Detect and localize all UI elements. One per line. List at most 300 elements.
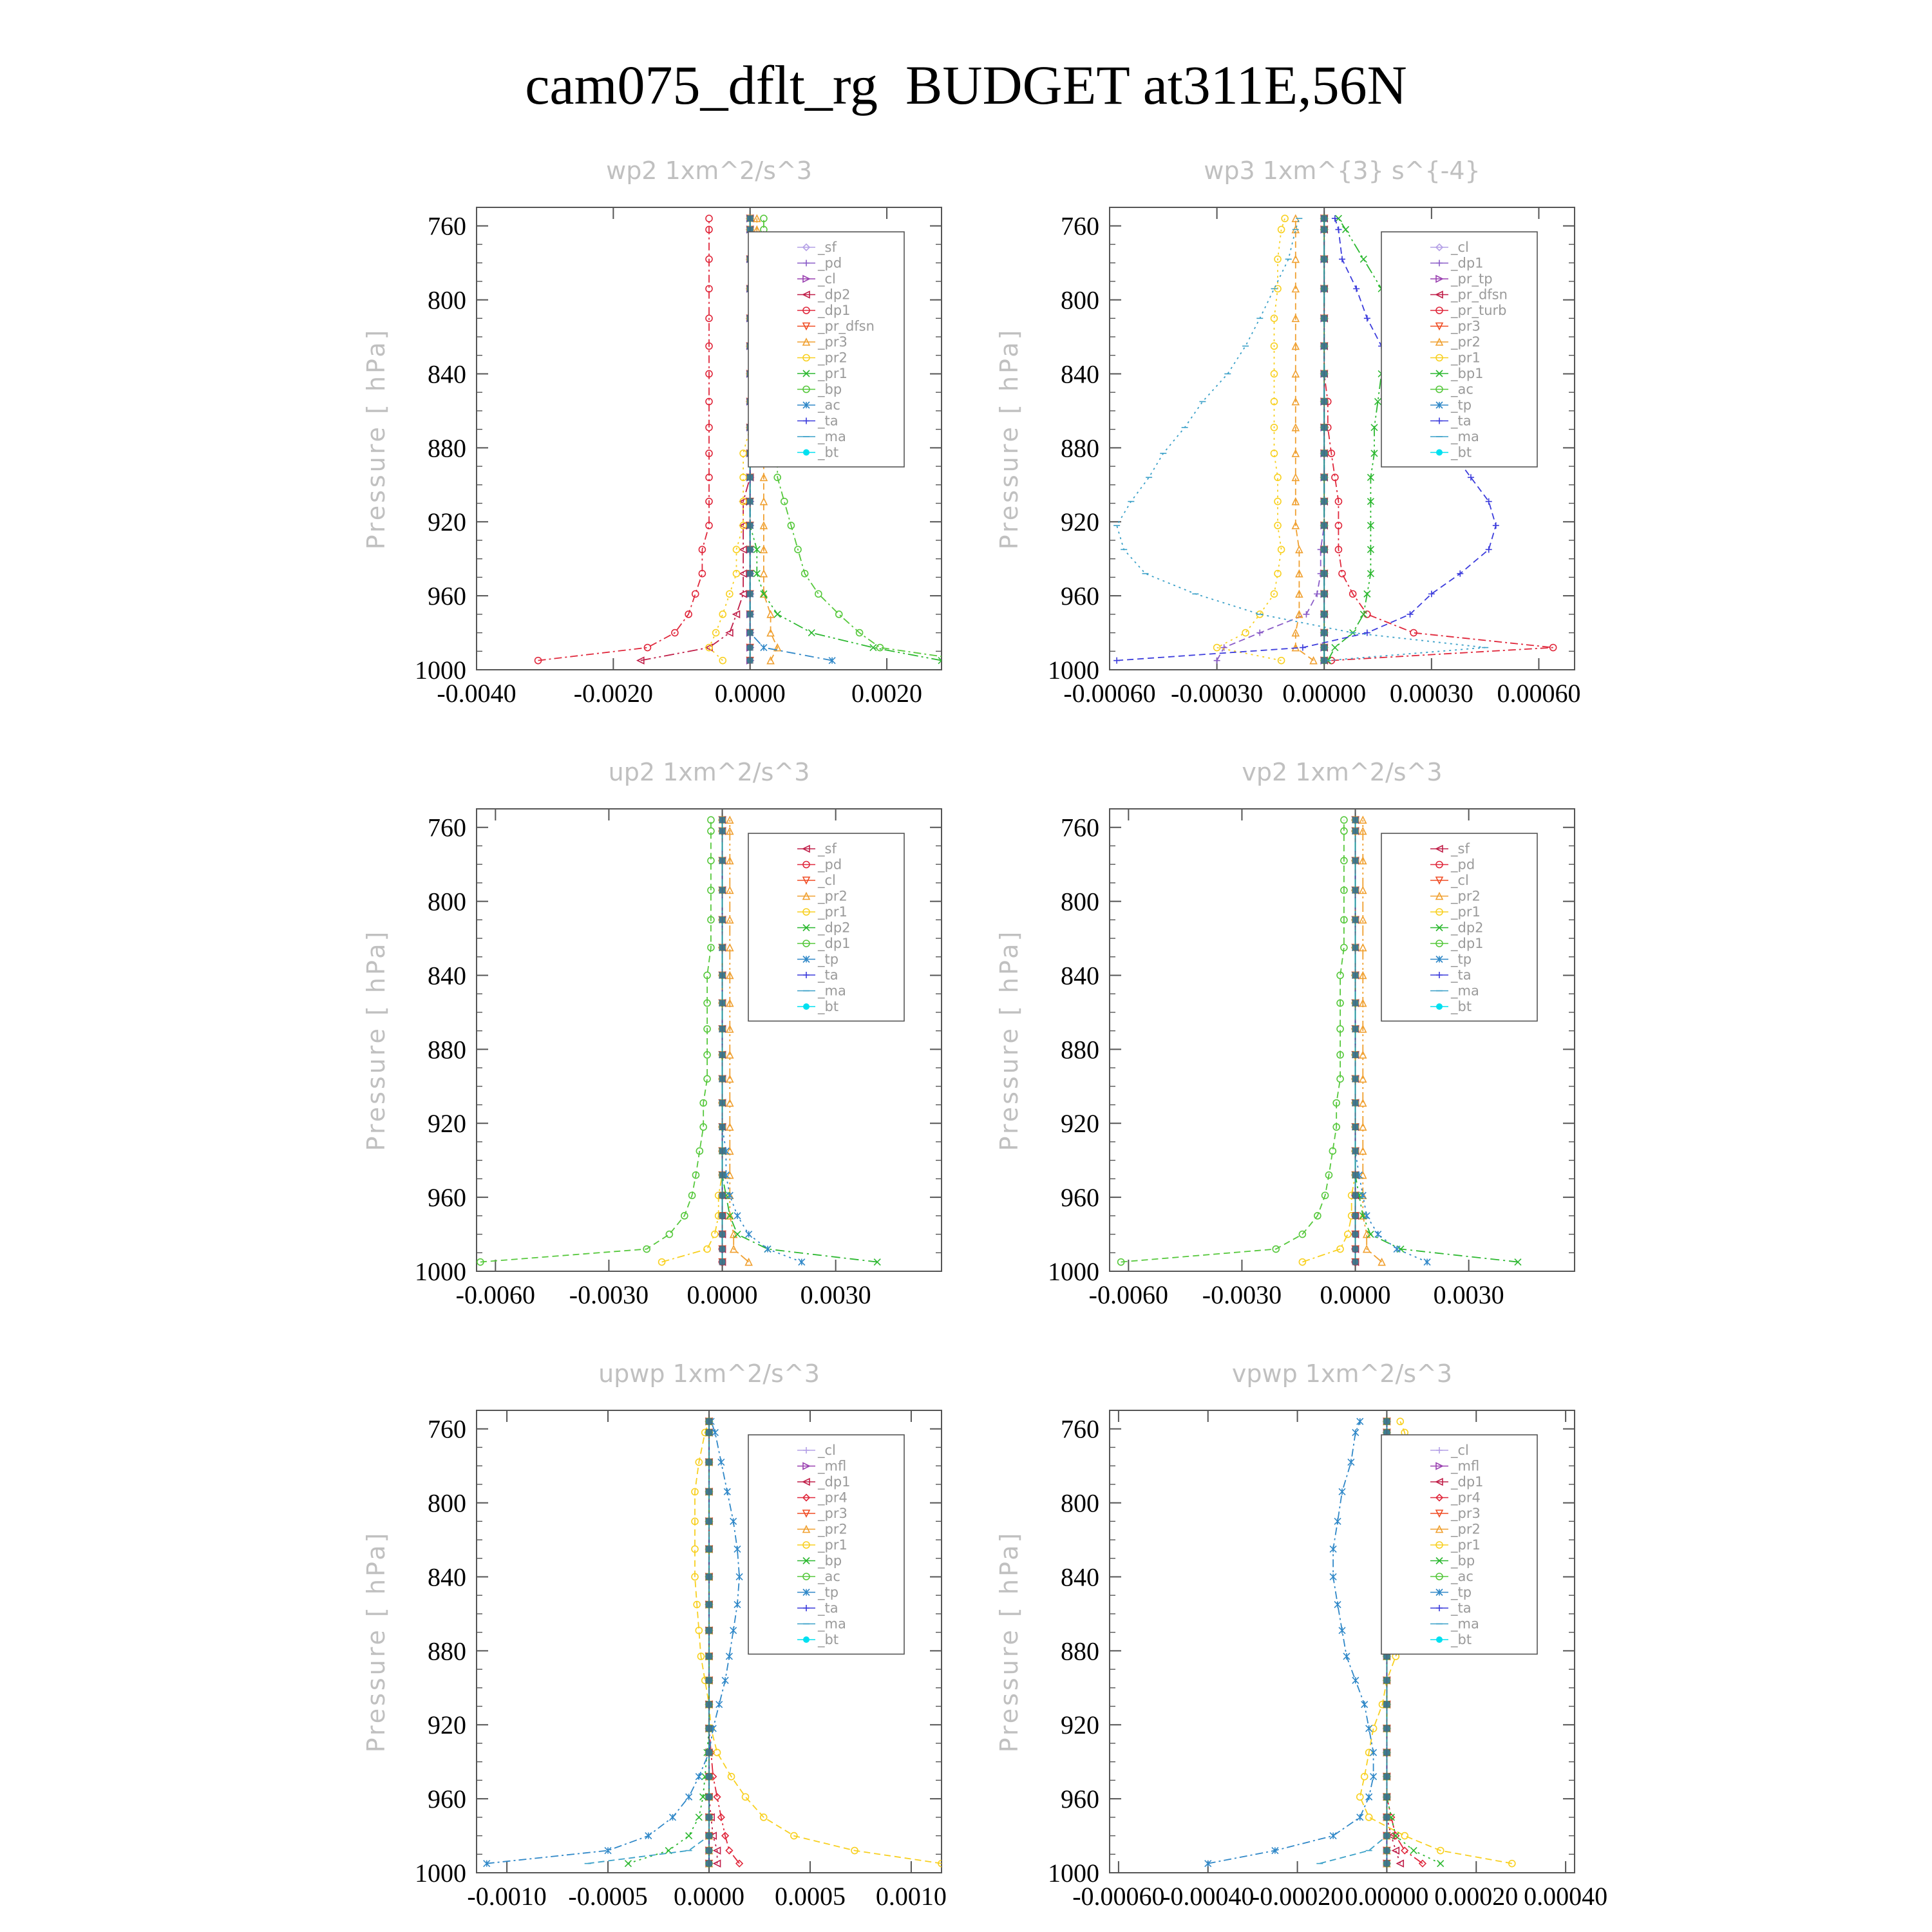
overlap-marker bbox=[1352, 1246, 1359, 1253]
overlap-marker bbox=[719, 1052, 726, 1058]
panel-title: wp2 1xm^2/s^3 bbox=[606, 156, 812, 185]
overlap-marker bbox=[1321, 522, 1327, 529]
series-point bbox=[1332, 215, 1338, 222]
legend-label: _ma bbox=[1451, 1616, 1479, 1632]
y-tick-label: 920 bbox=[1061, 1109, 1099, 1139]
overlap-marker bbox=[1321, 546, 1327, 553]
y-tick-label: 760 bbox=[428, 813, 466, 842]
y-tick-label: 960 bbox=[428, 582, 466, 611]
series-point bbox=[799, 1259, 805, 1265]
y-tick-label: 800 bbox=[428, 1488, 466, 1518]
series-point bbox=[1345, 1231, 1351, 1238]
legend-label: _pr3 bbox=[1451, 1506, 1481, 1521]
overlap-marker bbox=[719, 1124, 726, 1130]
series-point bbox=[734, 1213, 741, 1219]
overlap-marker bbox=[706, 1653, 712, 1660]
overlap-marker bbox=[706, 1627, 712, 1634]
overlap-marker bbox=[1321, 285, 1327, 292]
series-point bbox=[726, 1075, 733, 1082]
series-point bbox=[696, 1774, 702, 1780]
series-point bbox=[1330, 1573, 1336, 1580]
legend-label: _bp1 bbox=[1451, 366, 1484, 381]
series-point bbox=[1339, 256, 1345, 262]
series-point bbox=[704, 1246, 710, 1253]
legend-label: _pr4 bbox=[818, 1490, 848, 1506]
y-tick-label: 760 bbox=[1061, 813, 1099, 842]
overlap-marker bbox=[747, 591, 753, 597]
overlap-marker bbox=[747, 522, 753, 529]
x-tick-label: 0.0000 bbox=[1320, 1280, 1391, 1309]
y-axis-label: Pressure [ hPa] bbox=[995, 1530, 1023, 1753]
y-tick-label: 760 bbox=[1061, 1414, 1099, 1444]
legend-label: _pr3 bbox=[818, 334, 848, 350]
overlap-marker bbox=[719, 1246, 726, 1253]
series-point bbox=[730, 1518, 737, 1524]
overlap-marker bbox=[1321, 498, 1327, 505]
series-point bbox=[669, 1814, 676, 1821]
legend-label: _pr1 bbox=[1451, 350, 1481, 366]
x-tick-label: -0.00030 bbox=[1170, 679, 1264, 708]
y-tick-label: 800 bbox=[1061, 1488, 1099, 1518]
x-tick-label: 0.00020 bbox=[1434, 1882, 1519, 1911]
overlap-marker bbox=[719, 1075, 726, 1082]
overlap-marker bbox=[706, 1418, 712, 1425]
overlap-marker bbox=[706, 1488, 712, 1495]
overlap-marker bbox=[1352, 1259, 1359, 1265]
legend-label: _pr1 bbox=[818, 366, 848, 381]
legend-label: _dp2 bbox=[818, 287, 851, 303]
overlap-marker bbox=[706, 1573, 712, 1580]
series-point bbox=[1359, 1148, 1366, 1154]
y-tick-label: 840 bbox=[428, 1562, 466, 1592]
series-point bbox=[1370, 1749, 1377, 1756]
legend-label: _sf bbox=[1451, 841, 1470, 857]
x-tick-label: -0.0040 bbox=[437, 679, 516, 708]
legend-label: _pd bbox=[818, 255, 842, 271]
overlap-marker bbox=[1352, 944, 1359, 951]
y-tick-label: 960 bbox=[1061, 582, 1099, 611]
legend-label: _pr_dfsn bbox=[818, 318, 875, 334]
overlap-marker bbox=[1383, 1848, 1390, 1854]
x-tick-label: -0.0005 bbox=[568, 1882, 648, 1911]
y-tick-label: 1000 bbox=[415, 1859, 466, 1888]
legend-label: _cl bbox=[1451, 873, 1469, 888]
series-point bbox=[686, 1794, 692, 1800]
legend-label: _pr2 bbox=[818, 350, 848, 366]
legend-label: _cl bbox=[818, 1443, 836, 1458]
legend-label: _bt bbox=[818, 999, 839, 1014]
overlap-marker bbox=[706, 1848, 712, 1854]
panel-title: vp2 1xm^2/s^3 bbox=[1242, 758, 1443, 786]
legend-marker bbox=[1436, 450, 1443, 456]
series-line bbox=[641, 218, 750, 660]
overlap-marker bbox=[1321, 658, 1327, 664]
series-point bbox=[1343, 226, 1349, 232]
series-point bbox=[1343, 1653, 1350, 1660]
overlap-marker bbox=[1321, 256, 1327, 262]
y-tick-label: 920 bbox=[1061, 1710, 1099, 1740]
legend-label: _dp2 bbox=[818, 920, 851, 936]
series-point bbox=[736, 1573, 743, 1580]
series-point bbox=[1375, 1231, 1381, 1238]
legend-label: _pd bbox=[818, 857, 842, 873]
legend-label: _bt bbox=[818, 444, 839, 460]
series-point bbox=[781, 498, 788, 505]
overlap-marker bbox=[1352, 1172, 1359, 1179]
overlap-marker bbox=[1321, 474, 1327, 480]
legend-label: _bt bbox=[1451, 1632, 1472, 1647]
legend-label: _pr1 bbox=[818, 904, 848, 920]
series-line bbox=[1296, 218, 1314, 660]
x-tick-label: 0.0000 bbox=[714, 679, 786, 708]
overlap-marker bbox=[706, 1774, 712, 1780]
y-tick-label: 800 bbox=[428, 285, 466, 315]
series-point bbox=[1357, 1418, 1363, 1425]
series-point bbox=[1330, 1546, 1336, 1552]
legend bbox=[1381, 232, 1537, 467]
chart-panel-5 bbox=[362, 1359, 947, 1911]
legend-label: _ma bbox=[818, 429, 846, 444]
y-axis-label: Pressure [ hPa] bbox=[362, 327, 390, 550]
overlap-marker bbox=[1383, 1794, 1390, 1800]
series-point bbox=[1330, 1833, 1336, 1839]
panel-title: vpwp 1xm^2/s^3 bbox=[1231, 1359, 1453, 1388]
series-point bbox=[719, 658, 726, 664]
series-point bbox=[1493, 522, 1499, 529]
overlap-marker bbox=[1321, 399, 1327, 405]
x-tick-label: 0.00000 bbox=[1345, 1882, 1429, 1911]
legend-label: _pr1 bbox=[1451, 1537, 1481, 1553]
series-point bbox=[696, 1814, 702, 1821]
overlap-marker bbox=[1352, 916, 1359, 923]
series-point bbox=[1303, 611, 1309, 618]
legend-marker bbox=[1436, 1003, 1443, 1010]
y-axis-label: Pressure [ hPa] bbox=[362, 929, 390, 1151]
overlap-marker bbox=[1321, 370, 1327, 377]
series-point bbox=[692, 591, 699, 597]
overlap-marker bbox=[1352, 1192, 1359, 1198]
legend-marker bbox=[803, 450, 810, 456]
legend-label: _pr2 bbox=[818, 1521, 848, 1537]
series-point bbox=[1314, 591, 1320, 597]
x-tick-label: -0.00040 bbox=[1162, 1882, 1255, 1911]
y-tick-label: 1000 bbox=[1048, 1257, 1099, 1286]
chart-panel-2 bbox=[995, 156, 1580, 708]
series-line bbox=[1363, 820, 1381, 1262]
overlap-marker bbox=[706, 1749, 712, 1756]
y-tick-label: 760 bbox=[1061, 211, 1099, 241]
legend-marker bbox=[803, 1636, 810, 1643]
series-point bbox=[1337, 1246, 1343, 1253]
overlap-marker bbox=[719, 1259, 726, 1265]
y-tick-label: 880 bbox=[1061, 1035, 1099, 1065]
series-line bbox=[1217, 218, 1285, 660]
series-point bbox=[761, 645, 767, 651]
series-point bbox=[1364, 611, 1370, 618]
overlap-marker bbox=[747, 215, 753, 222]
chart-panel-3 bbox=[362, 758, 942, 1309]
legend-label: _pr2 bbox=[1451, 334, 1481, 350]
y-tick-label: 1000 bbox=[1048, 1859, 1099, 1888]
series-point bbox=[1424, 1259, 1430, 1265]
overlap-marker bbox=[1321, 215, 1327, 222]
overlap-marker bbox=[747, 611, 753, 618]
legend-label: _cl bbox=[1451, 240, 1469, 255]
overlap-marker bbox=[1321, 645, 1327, 651]
series-point bbox=[746, 1231, 752, 1238]
y-tick-label: 960 bbox=[1061, 1785, 1099, 1814]
legend-label: _ac bbox=[818, 1569, 840, 1584]
series-point bbox=[726, 1124, 733, 1130]
series-point bbox=[1401, 1833, 1408, 1839]
legend-label: _pr_turb bbox=[1451, 303, 1507, 318]
overlap-marker bbox=[719, 857, 726, 864]
overlap-marker bbox=[706, 1429, 712, 1435]
series-point bbox=[1357, 1814, 1363, 1821]
legend bbox=[748, 232, 904, 467]
legend bbox=[1381, 1435, 1537, 1654]
series-point bbox=[1410, 1848, 1417, 1854]
overlap-marker bbox=[1383, 1677, 1390, 1683]
y-tick-label: 920 bbox=[1061, 507, 1099, 537]
series-point bbox=[1360, 256, 1367, 262]
legend-label: _ma bbox=[818, 983, 846, 999]
legend-label: _dp1 bbox=[818, 1474, 851, 1490]
overlap-marker bbox=[1383, 1774, 1390, 1780]
legend-label: _mfl bbox=[818, 1458, 847, 1474]
y-tick-label: 840 bbox=[1061, 359, 1099, 389]
series-point bbox=[1392, 1848, 1399, 1854]
series-line bbox=[1320, 1421, 1387, 1863]
overlap-marker bbox=[747, 658, 753, 664]
overlap-marker bbox=[719, 1231, 726, 1238]
series-point bbox=[726, 1848, 732, 1854]
overlap-marker bbox=[747, 498, 753, 505]
series-point bbox=[774, 611, 781, 618]
y-tick-label: 960 bbox=[1061, 1183, 1099, 1213]
legend-label: _pr4 bbox=[1451, 1490, 1481, 1506]
overlap-marker bbox=[1352, 1213, 1359, 1219]
overlap-marker bbox=[747, 645, 753, 651]
series-point bbox=[836, 611, 842, 618]
overlap-marker bbox=[1383, 1861, 1390, 1867]
overlap-marker bbox=[747, 546, 753, 553]
overlap-marker bbox=[719, 1213, 726, 1219]
series-point bbox=[726, 1052, 733, 1058]
overlap-marker bbox=[719, 1026, 726, 1032]
legend-label: _cl bbox=[1451, 1443, 1469, 1458]
series-point bbox=[740, 571, 746, 577]
y-tick-label: 1000 bbox=[415, 1257, 466, 1286]
y-tick-label: 840 bbox=[428, 359, 466, 389]
page-title: cam075_dflt_rg BUDGET at311E,56N bbox=[525, 54, 1407, 116]
legend-label: _tp bbox=[1451, 951, 1472, 967]
series-point bbox=[726, 1653, 732, 1660]
overlap-marker bbox=[1352, 887, 1359, 893]
overlap-marker bbox=[706, 1518, 712, 1524]
legend-label: _tp bbox=[1451, 1584, 1472, 1600]
series-point bbox=[714, 1861, 721, 1867]
x-tick-label: -0.0060 bbox=[455, 1280, 536, 1309]
legend-label: _dp2 bbox=[1451, 920, 1484, 936]
legend-label: _cl bbox=[818, 873, 836, 888]
overlap-marker bbox=[719, 1000, 726, 1007]
overlap-marker bbox=[747, 630, 753, 636]
x-tick-label: 0.0010 bbox=[875, 1882, 947, 1911]
x-tick-label: -0.00060 bbox=[1063, 679, 1156, 708]
series-point bbox=[1339, 1488, 1345, 1495]
legend-label: _ta bbox=[818, 967, 838, 983]
overlap-marker bbox=[719, 817, 726, 823]
series-point bbox=[740, 450, 746, 457]
legend-label: _tp bbox=[818, 951, 839, 967]
legend-label: _ac bbox=[1451, 1569, 1473, 1584]
legend-label: _pr_dfsn bbox=[1451, 287, 1508, 303]
series-line bbox=[538, 218, 709, 660]
legend-label: _ma bbox=[1451, 983, 1479, 999]
x-tick-label: 0.0000 bbox=[687, 1280, 758, 1309]
y-tick-label: 1000 bbox=[415, 656, 466, 685]
series-point bbox=[724, 1488, 730, 1495]
x-tick-label: 0.00040 bbox=[1524, 1882, 1608, 1911]
y-tick-label: 760 bbox=[428, 211, 466, 241]
series-point bbox=[1334, 1518, 1341, 1524]
overlap-marker bbox=[706, 1546, 712, 1552]
series-point bbox=[1214, 658, 1220, 664]
y-tick-label: 760 bbox=[428, 1414, 466, 1444]
series-point bbox=[625, 1861, 631, 1867]
series-point bbox=[719, 611, 726, 618]
overlap-marker bbox=[719, 1192, 726, 1198]
series-point bbox=[666, 1231, 672, 1238]
legend-label: _dp1 bbox=[1451, 255, 1484, 271]
overlap-marker bbox=[1352, 1100, 1359, 1106]
y-tick-label: 920 bbox=[428, 507, 466, 537]
series-point bbox=[1486, 546, 1492, 553]
overlap-marker bbox=[1352, 1052, 1359, 1058]
legend-label: _pr1 bbox=[1451, 904, 1481, 920]
overlap-marker bbox=[1352, 1026, 1359, 1032]
overlap-marker bbox=[719, 828, 726, 834]
x-tick-label: 0.00000 bbox=[1282, 679, 1367, 708]
overlap-marker bbox=[706, 1814, 712, 1821]
legend-label: _bp bbox=[818, 381, 842, 397]
x-tick-label: 0.00060 bbox=[1497, 679, 1581, 708]
series-point bbox=[1352, 1429, 1359, 1435]
series-point bbox=[1271, 315, 1277, 321]
series-point bbox=[1364, 630, 1370, 636]
y-axis-label: Pressure [ hPa] bbox=[995, 327, 1023, 550]
legend-label: _dp1 bbox=[818, 303, 851, 318]
series-point bbox=[1437, 1861, 1444, 1867]
series-point bbox=[1366, 1794, 1372, 1800]
series-point bbox=[1366, 1725, 1372, 1732]
y-tick-label: 800 bbox=[1061, 887, 1099, 916]
y-tick-label: 840 bbox=[428, 961, 466, 990]
legend-label: _bt bbox=[1451, 999, 1472, 1014]
series-point bbox=[1299, 1259, 1305, 1265]
y-tick-label: 840 bbox=[1061, 1562, 1099, 1592]
overlap-marker bbox=[706, 1794, 712, 1800]
series-point bbox=[1394, 1246, 1400, 1253]
x-tick-label: 0.00030 bbox=[1389, 679, 1473, 708]
legend-label: _ta bbox=[818, 1600, 838, 1616]
overlap-marker bbox=[1352, 1124, 1359, 1130]
overlap-marker bbox=[1321, 315, 1327, 321]
legend-label: _tp bbox=[1451, 397, 1472, 413]
overlap-marker bbox=[1321, 450, 1327, 457]
legend-label: _dp1 bbox=[1451, 936, 1484, 951]
chart-panel-1 bbox=[362, 156, 972, 708]
series-point bbox=[1242, 630, 1249, 636]
legend-label: _cl bbox=[818, 271, 836, 287]
series-point bbox=[1353, 285, 1359, 292]
series-point bbox=[1364, 315, 1370, 321]
y-tick-label: 880 bbox=[428, 1035, 466, 1065]
series-point bbox=[768, 658, 774, 664]
overlap-marker bbox=[1321, 630, 1327, 636]
panel-title: upwp 1xm^2/s^3 bbox=[598, 1359, 820, 1388]
y-tick-label: 920 bbox=[428, 1109, 466, 1139]
legend bbox=[1381, 833, 1537, 1021]
series-point bbox=[1335, 226, 1341, 232]
overlap-marker bbox=[719, 944, 726, 951]
series-point bbox=[706, 215, 712, 222]
series-point bbox=[743, 1794, 749, 1800]
overlap-marker bbox=[719, 916, 726, 923]
legend-label: _dp1 bbox=[1451, 1474, 1484, 1490]
x-tick-label: -0.0020 bbox=[573, 679, 654, 708]
series-line bbox=[1302, 820, 1355, 1262]
series-point bbox=[1359, 1124, 1366, 1130]
y-tick-label: 960 bbox=[428, 1183, 466, 1213]
series-point bbox=[1348, 1459, 1354, 1465]
series-point bbox=[1359, 1192, 1366, 1198]
y-tick-label: 880 bbox=[428, 1636, 466, 1666]
overlap-marker bbox=[1352, 1000, 1359, 1007]
legend-label: _pr1 bbox=[818, 1537, 848, 1553]
legend-label: _bt bbox=[818, 1632, 839, 1647]
overlap-marker bbox=[1352, 1148, 1359, 1154]
y-tick-label: 920 bbox=[428, 1710, 466, 1740]
series-point bbox=[761, 498, 767, 505]
series-point bbox=[1359, 1100, 1366, 1106]
series-line bbox=[1121, 820, 1344, 1262]
legend-label: _pd bbox=[1451, 857, 1475, 873]
overlap-marker bbox=[1352, 1075, 1359, 1082]
legend-label: _ta bbox=[1451, 413, 1472, 429]
series-line bbox=[1208, 1421, 1374, 1863]
legend-label: _ta bbox=[818, 413, 838, 429]
overlap-marker bbox=[1321, 611, 1327, 618]
overlap-marker bbox=[1321, 424, 1327, 431]
overlap-marker bbox=[706, 1459, 712, 1465]
x-tick-label: -0.0010 bbox=[467, 1882, 547, 1911]
series-point bbox=[1278, 546, 1285, 553]
series-line bbox=[628, 1421, 709, 1863]
x-tick-label: 0.0005 bbox=[774, 1882, 846, 1911]
x-tick-label: 0.0020 bbox=[851, 679, 923, 708]
panel-title: up2 1xm^2/s^3 bbox=[608, 758, 810, 786]
y-tick-label: 960 bbox=[428, 1785, 466, 1814]
legend-marker bbox=[803, 1003, 810, 1010]
legend-label: _ac bbox=[1451, 381, 1473, 397]
series-point bbox=[1334, 1602, 1341, 1608]
legend-label: _mfl bbox=[1451, 1458, 1480, 1474]
series-point bbox=[768, 630, 774, 636]
series-point bbox=[1339, 1627, 1345, 1634]
series-point bbox=[761, 571, 767, 577]
